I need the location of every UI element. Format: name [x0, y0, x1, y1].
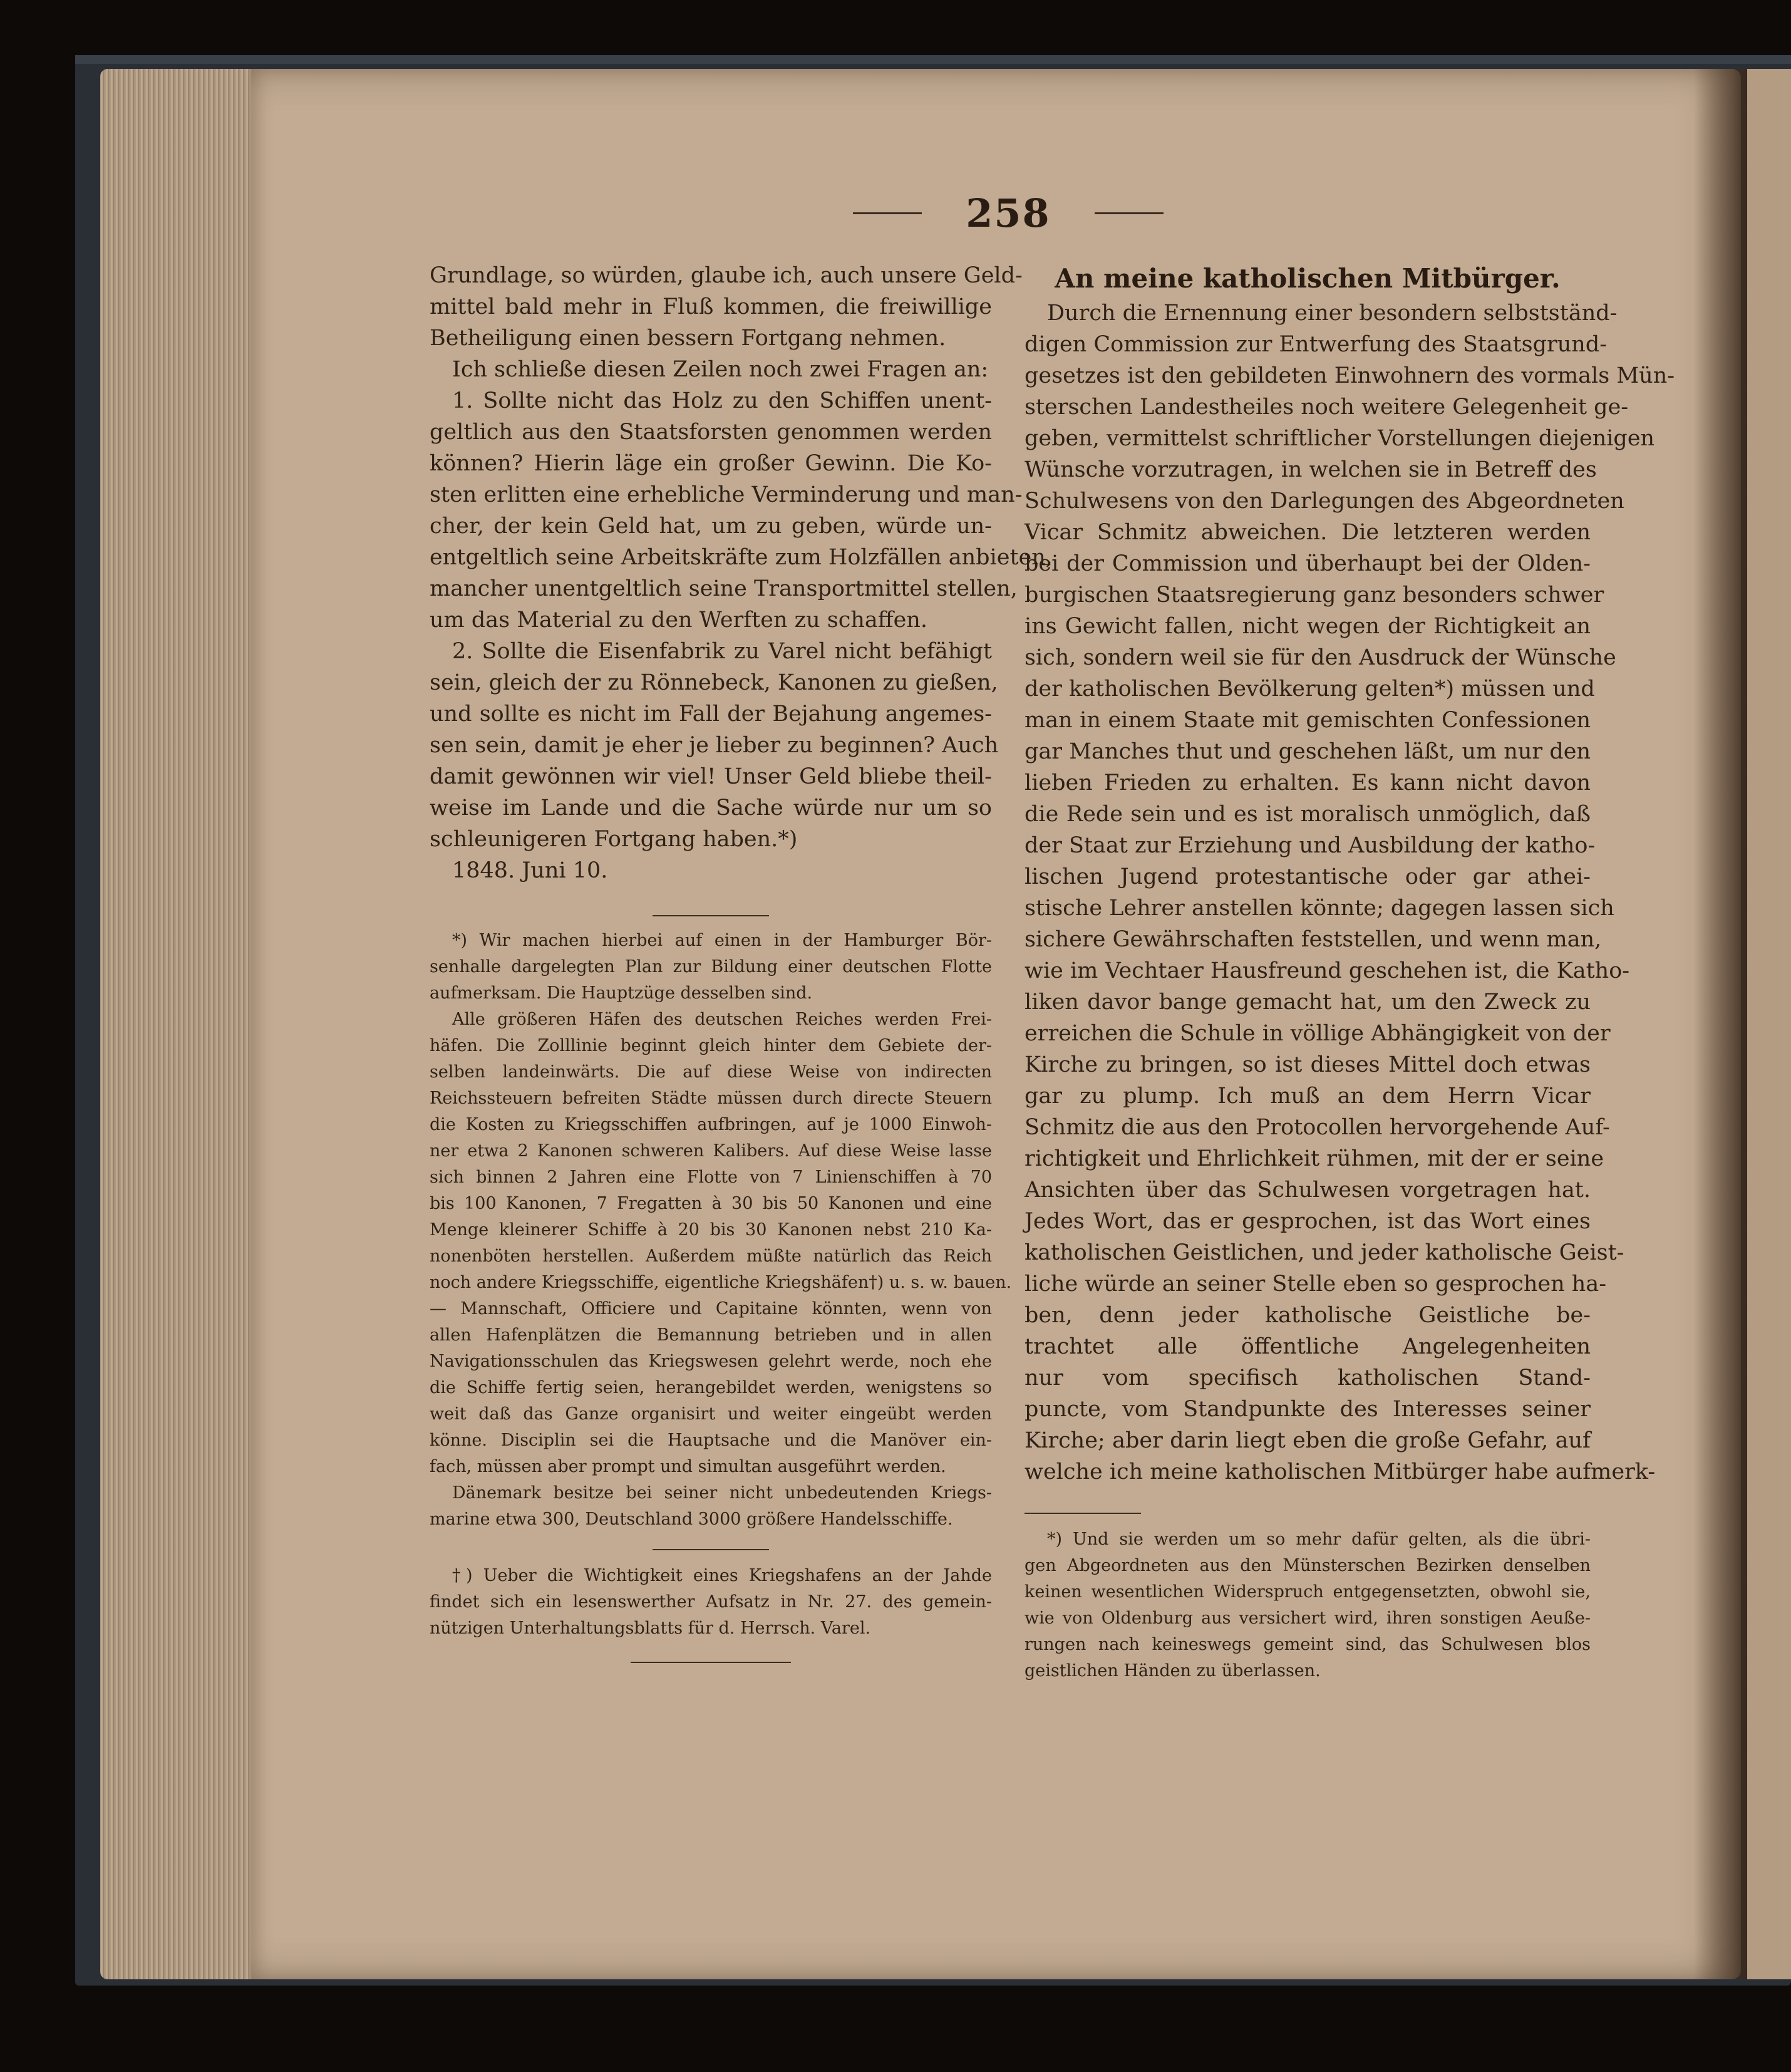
- page-header: [833, 188, 1184, 238]
- footnote-line: die Kosten zu Kriegsschiffen aufbringen, auf je 1000 Einwoh-: [430, 1115, 992, 1134]
- text-line: puncte, vom Standpunkte des Interesses seiner: [1025, 1397, 1591, 1422]
- text-line: mittel bald mehr in Fluß kommen, die freiwillige: [430, 294, 992, 319]
- right-column: [1025, 260, 1675, 1684]
- footnote-line: könne. Disciplin sei die Hauptsache und die Manöver ein-: [430, 1431, 992, 1450]
- text-line: entgeltlich seine Arbeitskräfte zum Holzfällen anbieten,: [430, 545, 1053, 570]
- header-rule-left: [853, 212, 922, 214]
- text-line: sterschen Landestheiles noch weitere Gelegenheit ge-: [1025, 395, 1629, 420]
- text-line: Ich schließe diesen Zeilen noch zwei Fragen an:: [452, 357, 989, 382]
- footnote-line: nonenböten herstellen. Außerdem müßte natürlich das Reich: [430, 1246, 992, 1266]
- book-cover-edge: [75, 55, 1791, 64]
- footnote-line: senhalle dargelegten Plan zur Bildung einer deutschen Flotte: [430, 957, 992, 976]
- footnote-line: findet sich ein lesenswerther Aufsatz in Nr. 27. des gemein-: [430, 1592, 992, 1612]
- footnote-line: gen Abgeordneten aus den Münsterschen Bezirken denselben: [1025, 1556, 1591, 1575]
- text-line: und sollte es nicht im Fall der Bejahung angemes-: [430, 702, 992, 727]
- footnote-line: häfen. Die Zolllinie beginnt gleich hinter dem Gebiete der-: [430, 1036, 992, 1055]
- page-number: 258: [966, 190, 1051, 236]
- footnote-rule: [653, 915, 769, 916]
- text-line: um das Material zu den Werften zu schaffen.: [430, 608, 927, 633]
- text-line: Durch die Ernennung einer besondern selbstständ-: [1047, 301, 1618, 326]
- text-line: geben, vermittelst schriftlicher Vorstellungen diejenigen: [1025, 426, 1655, 451]
- page-gutter: [1694, 69, 1750, 1979]
- text-line: die Rede sein und es ist moralisch unmöglich, daß: [1025, 802, 1591, 827]
- text-line: katholischen Geistlichen, und jeder katholische Geist-: [1025, 1240, 1624, 1265]
- text-line: liken davor bange gemacht hat, um den Zweck zu: [1025, 990, 1591, 1015]
- text-line: erreichen die Schule in völlige Abhängigkeit von der: [1025, 1021, 1611, 1046]
- text-line: 1. Sollte nicht das Holz zu den Schiffen unent-: [452, 388, 992, 413]
- footnote-line: — Mannschaft, Officiere und Capitaine könnten, wenn von: [430, 1299, 992, 1318]
- text-line: Vicar Schmitz abweichen. Die letzteren werden: [1025, 520, 1591, 545]
- footnote-line: keinen wesentlichen Widerspruch entgegensetzten, obwohl sie,: [1025, 1582, 1591, 1602]
- footnote-line: wie von Oldenburg aus versichert wird, ihren sonstigen Aeuße-: [1025, 1608, 1591, 1628]
- text-line: cher, der kein Geld hat, um zu geben, würde un-: [430, 514, 992, 539]
- text-line: geltlich aus den Staatsforsten genommen werden: [430, 420, 992, 445]
- footnote-line: sich binnen 2 Jahren eine Flotte von 7 Linienschiffen à 70: [430, 1168, 992, 1187]
- text-line: 2. Sollte die Eisenfabrik zu Varel nicht befähigt: [452, 639, 992, 664]
- text-line: können? Hierin läge ein großer Gewinn. Die Ko-: [430, 451, 992, 476]
- text-line: burgischen Staatsregierung ganz besonders schwer: [1025, 583, 1604, 608]
- footnote-line: rungen nach keineswegs gemeint sind, das Schulwesen blos: [1025, 1635, 1591, 1654]
- footnote-line: Dänemark besitze bei seiner nicht unbedeutenden Kriegs-: [452, 1483, 992, 1503]
- header-rule-right: [1095, 212, 1164, 214]
- text-line: sen sein, damit je eher je lieber zu beginnen? Auch: [430, 733, 999, 758]
- text-line: Kirche; aber darin liegt eben die große Gefahr, auf: [1025, 1428, 1591, 1453]
- text-line: mancher unentgeltlich seine Transportmittel stellen,: [430, 576, 1018, 601]
- text-line: sten erlitten eine erhebliche Verminderung und man-: [430, 482, 1023, 507]
- text-line: trachtet alle öffentliche Angelegenheiten: [1025, 1334, 1591, 1359]
- footnote-line: Reichssteuern befreiten Städte müssen durch directe Steuern: [430, 1089, 992, 1108]
- footnote-line: fach, müssen aber prompt und simultan ausgeführt werden.: [430, 1457, 946, 1476]
- footnote-line: selben landeinwärts. Die auf diese Weise von indirecten: [430, 1062, 992, 1082]
- text-line: schleunigeren Fortgang haben.*): [430, 827, 798, 852]
- right-body-text: [1025, 298, 1675, 1488]
- text-line: sichere Gewährschaften feststellen, und wenn man,: [1025, 927, 1602, 952]
- text-line: damit gewönnen wir viel! Unser Geld bliebe theil-: [430, 764, 992, 789]
- text-line: Kirche zu bringen, so ist dieses Mittel doch etwas: [1025, 1052, 1591, 1077]
- section-end-rule: [631, 1662, 791, 1663]
- footnote-rule: [653, 1549, 769, 1550]
- text-line: gar zu plump. Ich muß an dem Herrn Vicar: [1025, 1084, 1591, 1109]
- footnote-line: noch andere Kriegsschiffe, eigentliche Kriegshäfen†) u. s. w. bauen.: [430, 1273, 1012, 1292]
- text-line: ins Gewicht fallen, nicht wegen der Richtigkeit an: [1025, 614, 1591, 639]
- footnote-line: Navigationsschulen das Kriegswesen gelehrt werde, noch ehe: [430, 1352, 992, 1371]
- left-column: [430, 260, 1053, 1663]
- footnote-line: weit daß das Ganze organisirt und weiter eingeübt werden: [430, 1404, 992, 1424]
- footnote-rule: [1025, 1513, 1141, 1514]
- text-line: man in einem Staate mit gemischten Confessionen: [1025, 708, 1591, 733]
- footnote-line: bis 100 Kanonen, 7 Fregatten à 30 bis 50 Kanonen und eine: [430, 1194, 992, 1213]
- footnote-line: nützigen Unterhaltungsblatts für d. Herrsch. Varel.: [430, 1619, 871, 1638]
- footnote-line: marine etwa 300, Deutschland 3000 größere Handelsschiffe.: [430, 1510, 953, 1529]
- text-line: gar Manches thut und geschehen läßt, um nur den: [1025, 739, 1591, 764]
- text-line: Ansichten über das Schulwesen vorgetragen hat.: [1025, 1178, 1591, 1203]
- text-line: digen Commission zur Entwerfung des Staatsgrund-: [1025, 332, 1608, 357]
- text-line: der Staat zur Erziehung und Ausbildung der katho-: [1025, 833, 1596, 858]
- left-body-text: [430, 260, 1053, 855]
- text-line: sich, sondern weil sie für den Ausdruck der Wünsche: [1025, 645, 1616, 670]
- text-line: wie im Vechtaer Hausfreund geschehen ist, die Katho-: [1025, 958, 1630, 983]
- text-line: welche ich meine katholischen Mitbürger habe aufmerk-: [1025, 1459, 1656, 1484]
- text-line: lischen Jugend protestantische oder gar athei-: [1025, 864, 1591, 889]
- text-line: nur vom specifisch katholischen Stand-: [1025, 1365, 1591, 1391]
- text-line: richtigkeit und Ehrlichkeit rühmen, mit der er seine: [1025, 1146, 1604, 1171]
- text-line: Schulwesens von den Darlegungen des Abgeordneten: [1025, 489, 1624, 514]
- text-line: gesetzes ist den gebildeten Einwohnern des vormals Mün-: [1025, 363, 1675, 388]
- footnote-line: aufmerksam. Die Hauptzüge desselben sind.: [430, 983, 813, 1003]
- footnote-line: ner etwa 2 Kanonen schweren Kalibers. Auf diese Weise lasse: [430, 1141, 992, 1161]
- text-line: weise im Lande und die Sache würde nur um so: [430, 795, 992, 821]
- article-title: An meine katholischen Mitbürger.: [1055, 263, 1561, 294]
- footnote-line: die Schiffe fertig seien, herangebildet werden, wenigstens so: [430, 1378, 992, 1397]
- text-line: der katholischen Bevölkerung gelten*) müssen und: [1025, 676, 1595, 702]
- text-line: Betheiligung einen bessern Fortgang nehmen.: [430, 326, 946, 351]
- footnote-line: allen Hafenplätzen die Bemannung betrieben und in allen: [430, 1325, 992, 1345]
- text-line: bei der Commission und überhaupt bei der Olden-: [1025, 551, 1591, 576]
- footnote-line: †) Ueber die Wichtigkeit eines Kriegshafens an der Jahde: [452, 1566, 992, 1585]
- page-edges: [100, 69, 263, 1979]
- text-line: Grundlage, so würden, glaube ich, auch unsere Geld-: [430, 263, 1023, 288]
- text-line: sein, gleich der zu Rönnebeck, Kanonen zu gießen,: [430, 670, 998, 695]
- footnote-line: *) Und sie werden um so mehr dafür gelten, als die übri-: [1047, 1530, 1591, 1549]
- text-line: ben, denn jeder katholische Geistliche be-: [1025, 1303, 1591, 1328]
- footnote-dagger: [430, 1563, 992, 1642]
- dateline: 1848. Juni 10.: [452, 858, 608, 883]
- footnote-star: [430, 928, 1012, 1533]
- text-line: Schmitz die aus den Protocollen hervorgehende Auf-: [1025, 1115, 1610, 1140]
- facing-page-edge: [1747, 69, 1791, 1979]
- footnote-line: geistlichen Händen zu überlassen.: [1025, 1661, 1321, 1681]
- footnote-line: Alle größeren Häfen des deutschen Reiches werden Frei-: [452, 1010, 992, 1029]
- text-line: lieben Frieden zu erhalten. Es kann nicht davon: [1025, 770, 1591, 795]
- text-line: Wünsche vorzutragen, in welchen sie in Betreff des: [1025, 457, 1597, 482]
- footnote-right: [1025, 1526, 1591, 1684]
- footnote-line: *) Wir machen hierbei auf einen in der Hamburger Bör-: [452, 931, 992, 950]
- text-line: liche würde an seiner Stelle eben so gesprochen ha-: [1025, 1272, 1607, 1297]
- text-line: stische Lehrer anstellen könnte; dagegen lassen sich: [1025, 896, 1614, 921]
- footnote-line: Menge kleinerer Schiffe à 20 bis 30 Kanonen nebst 210 Ka-: [430, 1220, 992, 1240]
- text-line: Jedes Wort, das er gesprochen, ist das Wort eines: [1025, 1209, 1591, 1234]
